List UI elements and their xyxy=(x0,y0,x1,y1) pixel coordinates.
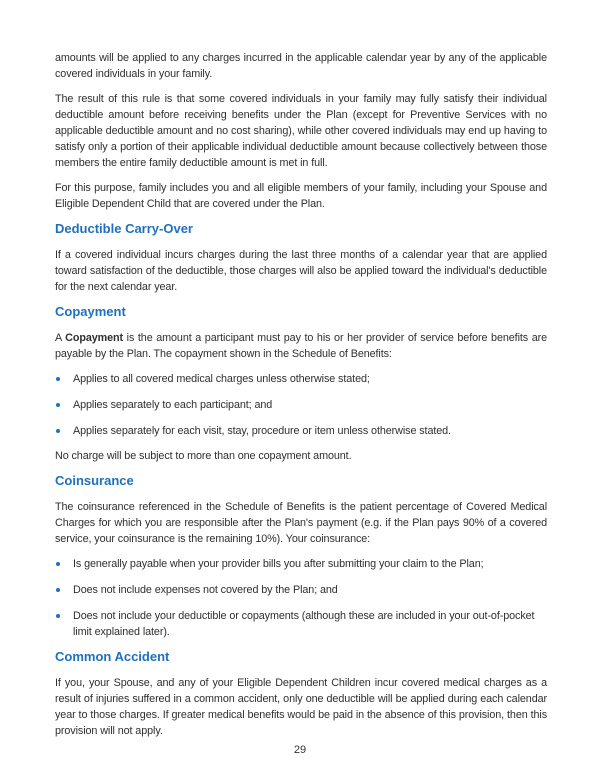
bullet-icon xyxy=(56,403,60,407)
page-content xyxy=(55,50,547,748)
bullet-icon xyxy=(56,614,60,618)
bullet-item xyxy=(55,397,547,413)
copayment-lead-start: A xyxy=(55,332,66,344)
intro-paragraph-1: amounts will be applied to any charges incurred in the applicable calendar year by any of the applicable covered individuals in your family. xyxy=(55,52,547,80)
bullet-item xyxy=(55,556,547,572)
bullet-text: Applies separately to each participant; and xyxy=(73,399,273,411)
page-number: 29 xyxy=(293,744,307,756)
bullet-icon xyxy=(56,377,60,381)
section-heading-coinsurance: Coinsurance xyxy=(55,473,134,488)
bullet-item xyxy=(55,582,547,598)
section-heading-common-accident: Common Accident xyxy=(55,649,170,664)
bullet-item xyxy=(55,371,547,387)
section-heading-copayment: Copayment xyxy=(55,304,126,319)
copayment-bullet-list xyxy=(55,371,547,439)
bullet-icon xyxy=(56,588,60,592)
bullet-text: Applies to all covered medical charges unless otherwise stated; xyxy=(73,373,370,385)
intro-paragraph-2: The result of this rule is that some covered individuals in your family may fully satisfy their individual deductible amount before receiving benefits under the Plan (except for Preventive Services with no applicable deductible amount and no cost sharing), while other covered individuals may end up having to satisfy only a portion of their applicable individual deductible amount because collectively between those members the entire family deductible amount is met in full. xyxy=(55,93,547,169)
copayment-term-bold: Copayment xyxy=(65,332,124,344)
copayment-lead-paragraph xyxy=(55,330,547,362)
bullet-text: Does not include your deductible or copayments (although these are included in your out-of-pocket limit explained later). xyxy=(73,610,535,638)
bullet-item xyxy=(55,423,547,439)
common-accident-paragraph: If you, your Spouse, and any of your Eligible Dependent Children incur covered medical charges as a result of injuries suffered in a common accident, only one deductible will be applied during each calendar year to those charges. If greater medical benefits would be paid in the absence of this provision, then this provision will not apply. xyxy=(55,677,547,737)
bullet-text: Applies separately for each visit, stay, procedure or item unless otherwise stated. xyxy=(73,425,451,437)
coinsurance-lead-paragraph: The coinsurance referenced in the Schedule of Benefits is the patient percentage of Covered Medical Charges for which you are responsible after the Plan's payment (e.g. if the Plan pays 90% of a covered service, your coinsurance is the remaining 10%). Your coinsurance: xyxy=(55,501,547,545)
bullet-item xyxy=(55,608,547,640)
copayment-closing-paragraph: No charge will be subject to more than one copayment amount. xyxy=(55,450,352,462)
intro-paragraph-3: For this purpose, family includes you and all eligible members of your family, including your Spouse and Eligible Dependent Child that are covered under the Plan. xyxy=(55,182,547,210)
bullet-text: Is generally payable when your provider bills you after submitting your claim to the Plan; xyxy=(73,558,484,570)
bullet-text: Does not include expenses not covered by the Plan; and xyxy=(73,584,338,596)
copayment-lead-rest: is the amount a participant must pay to his or her provider of service before benefits are payable by the Plan. The copayment shown in the Schedule of Benefits: xyxy=(55,332,547,360)
coinsurance-bullet-list xyxy=(55,556,547,640)
bullet-icon xyxy=(56,562,60,566)
bullet-icon xyxy=(56,429,60,433)
deductible-carry-over-paragraph: If a covered individual incurs charges during the last three months of a calendar year that are applied toward satisfaction of the deductible, those charges will also be applied toward the individual's deductible for the next calendar year. xyxy=(55,249,547,293)
section-heading-deductible-carry-over: Deductible Carry-Over xyxy=(55,221,193,236)
